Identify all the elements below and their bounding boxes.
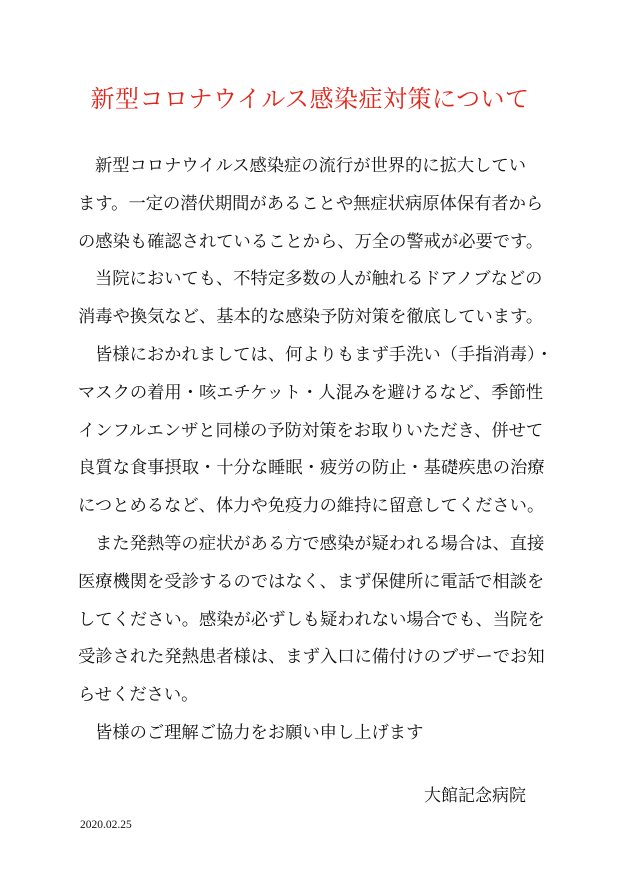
body-line: 良質な食事摂取・十分な睡眠・疲労の防止・基礎疾患の治療: [78, 458, 545, 479]
body-line: また発熱等の症状がある方で感染が疑われる場合は、直接: [95, 533, 545, 554]
body-line: につとめるなど、体力や免疫力の維持に留意してください。: [78, 496, 545, 517]
body-line: インフルエンザと同様の予防対策をお取りいただき、併せて: [78, 420, 544, 441]
body-line: マスクの着用・咳エチケット・人混みを避けるなど、季節性: [78, 382, 544, 403]
body-line: 消毒や換気など、基本的な感染予防対策を徹底しています。: [78, 307, 544, 328]
body-line: してください。感染が必ずしも疑われない場合でも、当院を: [78, 609, 545, 630]
document-body: [78, 148, 553, 753]
document-title: 新型コロナウイルス感染症対策について: [90, 85, 530, 113]
body-line: 当院においても、不特定多数の人が触れるドアノブなどの: [95, 269, 543, 290]
closing-line: 皆様のご理解ご協力をお願い申し上げます: [95, 722, 424, 743]
body-line: 受診された発熱患者様は、まず入口に備付けのブザーでお知: [78, 647, 545, 668]
body-line: の感染も確認されていることから、万全の警戒が必要です。: [78, 231, 544, 252]
body-line: 皆様におかれましては、何よりもまず手洗い（手指消毒）・: [95, 344, 553, 365]
body-line: 医療機関を受診するのではなく、まず保健所に電話で相談を: [78, 571, 545, 592]
hospital-signature: 大館記念病院: [424, 786, 526, 806]
body-line: 新型コロナウイルス感染症の流行が世界的に拡大してい: [95, 156, 526, 176]
body-line: らせください。: [78, 685, 199, 706]
body-line: ます。一定の潜伏期間があることや無症状病原体保有者から: [78, 193, 544, 214]
document-date: 2020.02.25: [80, 819, 132, 831]
